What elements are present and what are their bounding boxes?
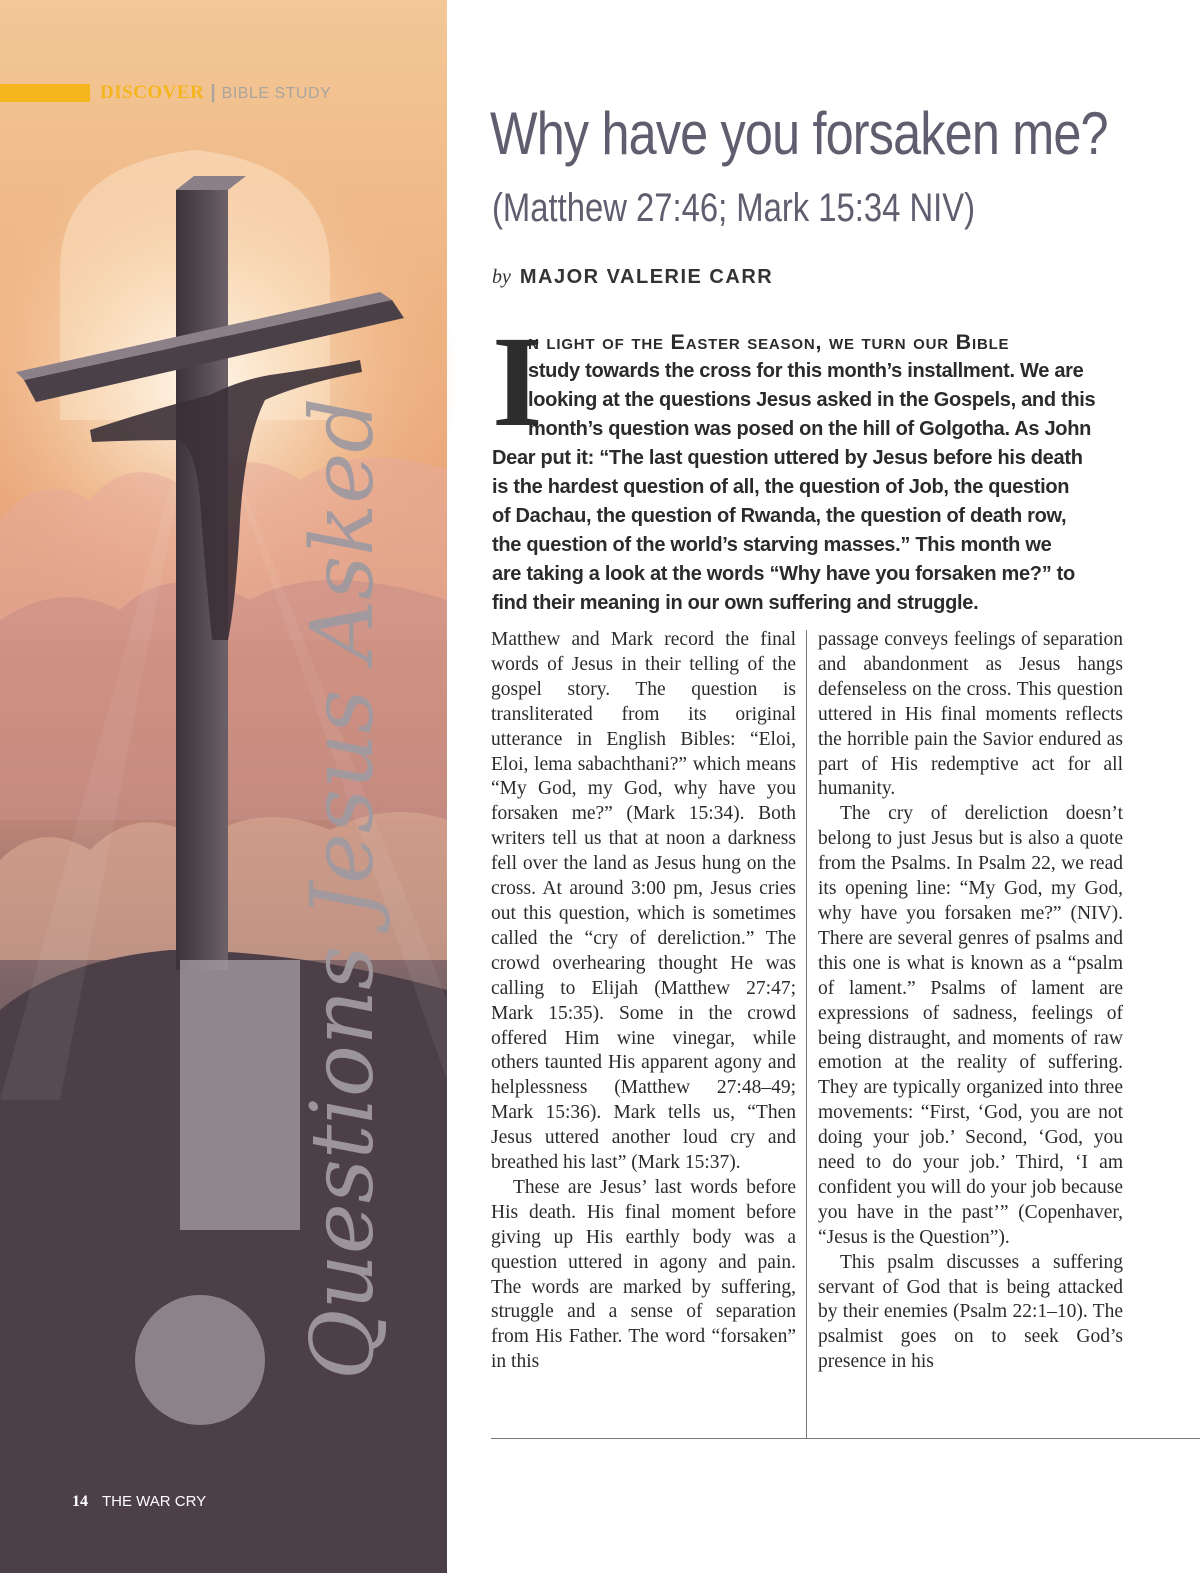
- drop-cap: I: [492, 310, 543, 454]
- article-title: Why have you forsaken me?: [490, 100, 1108, 167]
- crucifixion-artwork: [0, 0, 447, 1573]
- section-accent-bar: [0, 84, 90, 102]
- column-divider: [806, 630, 807, 1438]
- intro-line: are taking a look at the words “Why have you forsaken me?” to: [492, 563, 1075, 585]
- intro-line: of Dachau, the question of Rwanda, the question of death row,: [492, 505, 1067, 527]
- intro-line: n light of the Easter season, we turn our Bible: [528, 330, 1010, 354]
- publication-name: THE WAR CRY: [102, 1493, 207, 1510]
- section-label: [100, 82, 331, 105]
- body-paragraph: passage conveys feelings of separation and abandonment as Jesus hangs defenseless on the cross. This question uttered in His final moments reflects the horrible pain the Savior endured as part of His redemptive act for all humanity.: [818, 629, 1123, 800]
- author-name: MAJOR VALERIE CARR: [519, 266, 774, 288]
- section-category: BIBLE STUDY: [221, 85, 332, 102]
- intro-line: Dear put it: “The last question uttered by Jesus before his death: [492, 447, 1083, 469]
- cover-illustration: [0, 0, 447, 1573]
- body-paragraph: These are Jesus’ last words before His death. His final moment before giving up His earthly body was a question uttered in agony and pain. The words are marked by suffering, struggle and a sense of separation from His Father. The word “forsaken” in this: [491, 1176, 796, 1373]
- body-column-right: [818, 628, 1123, 1375]
- body-paragraph: Matthew and Mark record the final words of Jesus in their telling of the gospel story. The question is transliterated from its original utterance in English Bibles: “Eloi, Eloi, lema sabachthani?” which means “My God, my God, why have you forsaken me?” (Mark 15:34). Both writers tell us that at noon a darkness fell over the land as Jesus hung on the cross. At around 3:00 pm, Jesus cries out this question, which is sometimes called the “cry of dereliction.” The crowd overhearing thought He was calling to Elijah (Matthew 27:47; Mark 15:35). Some in the crowd offered Him wine vinegar, while others taunted His apparent agony and helplessness (Matthew 27:48–49; Mark 15:36). Mark tells us, “Then Jesus uttered another loud cry and breathed his last” (Mark 15:37).: [491, 629, 796, 1174]
- byline: [492, 266, 773, 289]
- question-mark-dot: [135, 1295, 265, 1425]
- body-column-left: [491, 628, 796, 1375]
- article-subtitle: (Matthew 27:46; Mark 15:34 NIV): [492, 186, 976, 230]
- series-title-lettering: Questions Jesus Asked: [293, 397, 393, 1380]
- intro-line: is the hardest question of all, the question of Job, the question: [492, 476, 1070, 498]
- page-number: 14: [72, 1493, 88, 1510]
- intro-line: the question of the world’s starving masses.” This month we: [492, 534, 1052, 556]
- intro-line: looking at the questions Jesus asked in the Gospels, and this: [528, 389, 1096, 411]
- section-separator: |: [210, 82, 216, 103]
- intro-line: month’s question was posed on the hill of Golgotha. As John: [528, 418, 1092, 440]
- intro-line: find their meaning in our own suffering and struggle.: [492, 592, 979, 614]
- folio: [72, 1493, 206, 1511]
- section-kicker: DISCOVER: [100, 82, 205, 103]
- byline-prefix: by: [492, 266, 511, 288]
- bottom-rule: [491, 1438, 1200, 1439]
- intro-line: study towards the cross for this month’s installment. We are: [528, 360, 1084, 382]
- question-mark-stem: [180, 960, 300, 1230]
- body-paragraph: The cry of dereliction doesn’t belong to just Jesus but is also a quote from the Psalms. In Psalm 22, we read its opening line: “My God, my God, why have you forsaken me?” (NIV). There are several genres of psalms and this one is what is known as a “psalm of lament.” Psalms of lament are expressions of sadness, feelings of being distraught, and moments of raw emotion at the reality of suffering. They are typically organized into three movements: “First, ‘God, you are not doing your job.’ Second, ‘God, you need to do your job.’ Third, ‘I am confident you will do your job because you have in the past’” (Copenhaver, “Jesus is the Question”).: [818, 803, 1123, 1248]
- body-paragraph: This psalm discusses a suffering servant of God that is being attacked by their enemies (Psalm 22:1–10). The psalmist goes on to seek God’s presence in his: [818, 1251, 1123, 1373]
